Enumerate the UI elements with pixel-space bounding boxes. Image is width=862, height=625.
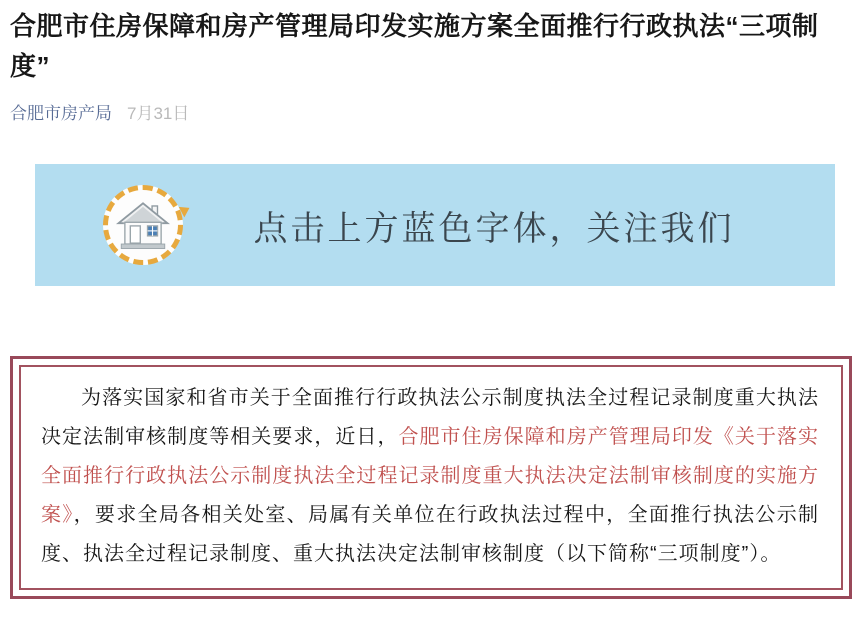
para-text-lead: 为落实国家和省市关于全面推行行政执法公示制度执法全过程记录制度重大执法决定法制审核制度等相关要求，近日， bbox=[41, 387, 819, 448]
article-inner-frame bbox=[19, 365, 843, 590]
account-name-link[interactable]: 合肥市房产局 bbox=[10, 104, 112, 123]
byline bbox=[10, 99, 852, 124]
publish-date: 7月31日 bbox=[127, 104, 190, 123]
para-text-tail: ，要求全局各相关处室、局属有关单位在行政执法过程中，全面推行执法公示制度、执法全过程记录制度、重大执法决定法制审核制度（以下简称“三项制度”）。 bbox=[41, 504, 820, 565]
follow-banner[interactable] bbox=[35, 164, 835, 286]
banner-text: 点击上方蓝色字体，关注我们 bbox=[253, 209, 735, 248]
para-highlight-red: 合肥市住房保障和房产管理局印发《关于落实全面推行行政执法公示制度执法全过程记录制度重大执法决定法制审核制度的实施方案》 bbox=[41, 426, 820, 526]
article-highlight-box bbox=[10, 356, 852, 599]
article-paragraph bbox=[41, 379, 819, 574]
article-page bbox=[0, 6, 862, 625]
house-icon-graphic bbox=[114, 196, 172, 254]
page-title: 合肥市住房保障和房产管理局印发实施方案全面推行行政执法“三项制度” bbox=[10, 11, 819, 81]
house-icon bbox=[103, 185, 183, 265]
